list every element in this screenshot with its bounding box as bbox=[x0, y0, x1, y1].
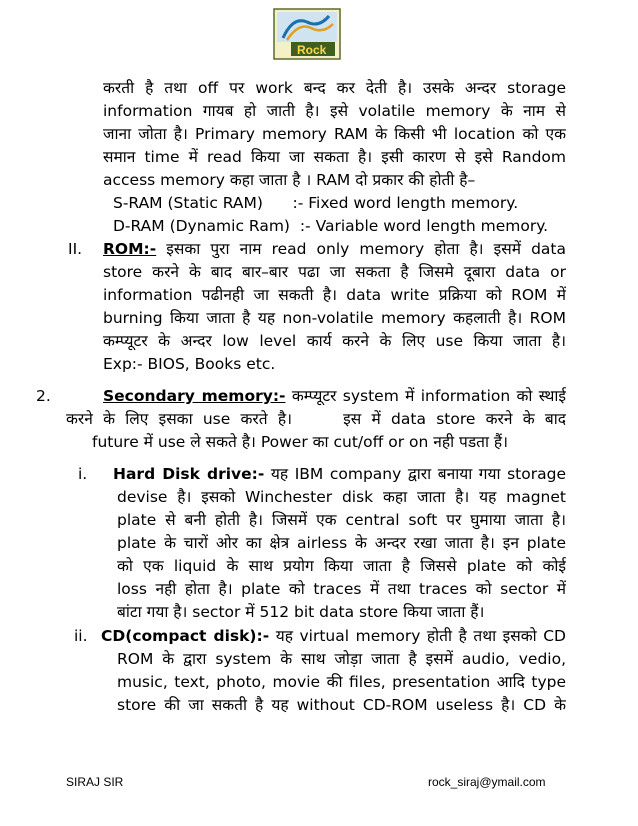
hdd-line-7: बांटा गया है। sector में 512 bit data store किया जाता हैं। bbox=[117, 603, 485, 621]
ram-line-5: access memory कहा जाता है । RAM दो प्रकार की होती है– bbox=[103, 171, 476, 189]
rom-number: II. bbox=[68, 240, 83, 258]
ram-line-2: information गायब हो जाती है। इसे volatile memory के नाम से bbox=[103, 102, 566, 120]
secondary-line-1 bbox=[103, 386, 566, 408]
rom-line-2: store करने के बाद बार–बार पढा जा सकता है जिसमे दूबारा data or bbox=[103, 263, 566, 281]
cd-line-1 bbox=[101, 626, 566, 648]
secondary-heading: Secondary memory:- bbox=[103, 387, 286, 405]
rom-line-3: information पढीनही जा सकती है। data write प्रक्रिया को ROM में bbox=[103, 286, 566, 304]
hdd-line-1-text: यह IBM company द्वारा बनाया गया storage bbox=[270, 465, 566, 483]
footer-author: SIRAJ SIR bbox=[66, 775, 124, 789]
secondary-line-2: करने के लिए इसका use करते है। इस में data store करने के बाद bbox=[66, 410, 566, 428]
cd-number: ii. bbox=[74, 627, 88, 645]
hdd-heading: Hard Disk drive:- bbox=[113, 465, 265, 483]
hdd-number: i. bbox=[78, 465, 88, 483]
cd-line-3: music, text, photo, movie की files, presentation आदि type bbox=[117, 673, 566, 691]
ram-line-3: जाना जोता है। Primary memory RAM के किसी भी location को एक bbox=[103, 125, 566, 143]
hdd-line-4: plate के चारों ओर का क्षेत्र airless के अन्दर रखा जाता है। इन plate bbox=[117, 534, 566, 552]
hdd-line-6: loss नही होता है। plate को traces में तथा traces को sector में bbox=[117, 580, 566, 598]
rom-heading: ROM:- bbox=[103, 240, 157, 258]
rom-line-6: Exp:- BIOS, Books etc. bbox=[103, 355, 276, 373]
rom-line-4: burning किया जाता है यह non-volatile memory कहलाती है। ROM bbox=[103, 309, 566, 327]
dram-line: D-RAM (Dynamic Ram) :- Variable word length memory. bbox=[113, 217, 549, 235]
cd-line-2: ROM के द्वारा system के साथ जोड़ा जाता है इसमें audio, vedio, bbox=[117, 650, 566, 668]
secondary-line-1-text: कम्प्यूटर system में information को स्थाई bbox=[291, 387, 566, 405]
hdd-line-1 bbox=[113, 464, 566, 486]
cd-line-4: store की जा सकती है यह without CD-ROM useless है। CD के bbox=[117, 696, 566, 714]
rom-line-1-text: इसका पुरा नाम read only memory होता है। इसमें data bbox=[166, 240, 566, 258]
rom-line-1 bbox=[103, 239, 566, 261]
cd-heading: CD(compact disk):- bbox=[101, 627, 270, 645]
hdd-line-3: plate से बनी होती है। जिसमें एक central soft पर घुमाया जाता है। bbox=[117, 511, 566, 529]
secondary-line-3: future में use ले सकते है। Power का cut/off or on नही पडता हैं। bbox=[92, 433, 508, 451]
ram-line-4: समान time में read किया जा सकता है। इसी कारण से इसे Random bbox=[103, 148, 566, 166]
sram-line: S-RAM (Static RAM) :- Fixed word length memory. bbox=[113, 194, 519, 212]
hdd-line-5: को एक liquid के साथ प्रयोग किया जाता है जिससे plate को कोई bbox=[117, 557, 566, 575]
hdd-line-2: devise है। इसको Winchester disk कहा जाता है। यह magnet bbox=[117, 488, 566, 506]
logo-text: Rock bbox=[297, 43, 327, 57]
secondary-number: 2. bbox=[36, 387, 51, 405]
cd-line-1-text: यह virtual memory होती है तथा इसको CD bbox=[275, 627, 566, 645]
rock-logo bbox=[273, 8, 341, 60]
rom-line-5: कम्प्यूटर के अन्दर low level कार्य करने के लिए use किया जाता है। bbox=[103, 332, 566, 350]
ram-line-1: करती है तथा off पर work बन्द कर देती है। उसके अन्दर storage bbox=[103, 79, 566, 97]
footer-email: rock_siraj@ymail.com bbox=[428, 775, 546, 789]
